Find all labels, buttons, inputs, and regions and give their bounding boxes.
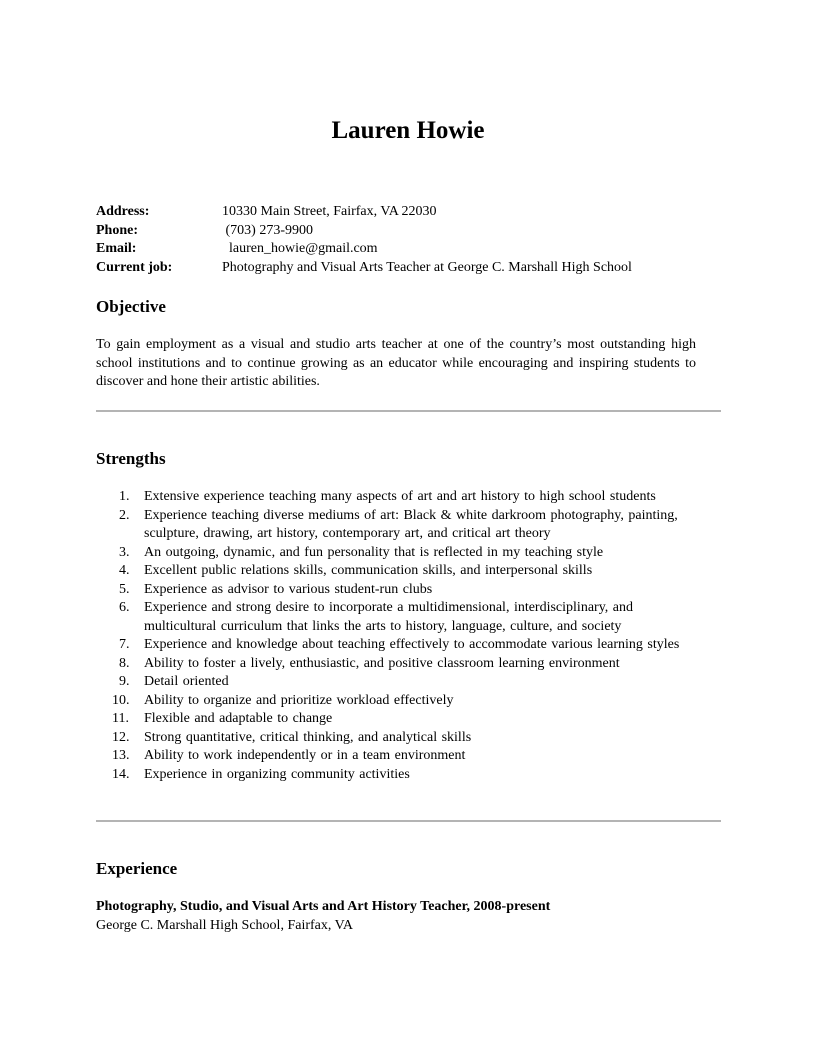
email-value: lauren_howie@gmail.com bbox=[222, 241, 378, 256]
list-item-number: 5. bbox=[119, 581, 130, 597]
current-job-value: Photography and Visual Arts Teacher at George C. Marshall High School bbox=[222, 259, 632, 275]
job-title: Photography, Studio, and Visual Arts and Art History Teacher, 2008-present bbox=[96, 899, 551, 914]
list-item-text: Flexible and adaptable to change bbox=[144, 711, 333, 726]
email-label: Email: bbox=[96, 241, 137, 256]
list-item bbox=[96, 655, 706, 674]
resume-name: Lauren Howie bbox=[331, 117, 485, 144]
list-item-text: Detail oriented bbox=[144, 674, 229, 689]
list-item-number: 11. bbox=[112, 711, 129, 726]
list-item-text: Ability to foster a lively, enthusiastic, and positive classroom learning environment bbox=[144, 655, 620, 671]
contact-row-phone bbox=[96, 222, 736, 241]
list-item-number: 6. bbox=[119, 600, 130, 615]
current-job-label: Current job: bbox=[96, 259, 173, 275]
section-divider bbox=[96, 820, 721, 822]
list-item-number: 4. bbox=[119, 563, 130, 578]
list-item-number: 1. bbox=[119, 489, 130, 504]
list-item-number: 14. bbox=[112, 766, 130, 782]
list-item-number: 10. bbox=[112, 692, 130, 708]
list-item-text: Ability to organize and prioritize workload effectively bbox=[144, 692, 454, 708]
list-item-text: Experience teaching diverse mediums of art: Black & white darkroom photography, painting, sculpture, drawing, art history, contemporary art, and critical art theory bbox=[144, 507, 678, 541]
list-item bbox=[96, 692, 706, 711]
list-item-text: Strong quantitative, critical thinking, and analytical skills bbox=[144, 729, 472, 745]
address-label: Address: bbox=[96, 204, 150, 219]
address-value: 10330 Main Street, Fairfax, VA 22030 bbox=[222, 204, 437, 219]
list-item-number: 2. bbox=[119, 507, 130, 523]
list-item-text: An outgoing, dynamic, and fun personality that is reflected in my teaching style bbox=[144, 544, 604, 560]
list-item bbox=[96, 544, 706, 563]
list-item bbox=[96, 581, 706, 600]
list-item bbox=[96, 562, 706, 581]
phone-label: Phone: bbox=[96, 222, 138, 238]
job-place: George C. Marshall High School, Fairfax, VA bbox=[96, 918, 354, 933]
list-item bbox=[96, 636, 706, 655]
list-item-text: Ability to work independently or in a team environment bbox=[144, 748, 466, 763]
list-item-text: Excellent public relations skills, communication skills, and interpersonal skills bbox=[144, 563, 593, 578]
list-item-number: 12. bbox=[112, 729, 130, 745]
section-divider bbox=[96, 410, 721, 412]
contact-row-email bbox=[96, 240, 736, 259]
contact-block bbox=[96, 203, 736, 277]
list-item bbox=[96, 599, 706, 636]
list-item-number: 3. bbox=[119, 544, 130, 560]
list-item-number: 8. bbox=[119, 655, 130, 671]
list-item bbox=[96, 488, 706, 507]
list-item bbox=[96, 507, 706, 544]
strengths-list bbox=[96, 488, 706, 784]
strengths-heading: Strengths bbox=[96, 449, 166, 468]
phone-value: (703) 273-9900 bbox=[222, 222, 313, 238]
list-item-text: Extensive experience teaching many aspects of art and art history to high school students bbox=[144, 489, 656, 504]
list-item bbox=[96, 766, 706, 785]
list-item-text: Experience and strong desire to incorporate a multidimensional, interdisciplinary, and multicultural curriculum that links the arts to history, language, culture, and society bbox=[144, 600, 633, 634]
list-item-number: 13. bbox=[112, 748, 130, 763]
list-item-text: Experience as advisor to various student-run clubs bbox=[144, 581, 433, 597]
objective-text: To gain employment as a visual and studio arts teacher at one of the country’s most outstanding high school institutions and to continue growing as an educator while encouraging and inspiring students to discover and hone their artistic abilities. bbox=[96, 337, 696, 389]
list-item bbox=[96, 673, 706, 692]
objective-heading: Objective bbox=[96, 297, 166, 316]
list-item bbox=[96, 747, 706, 766]
experience-heading: Experience bbox=[96, 859, 178, 878]
contact-row-address bbox=[96, 203, 736, 222]
list-item bbox=[96, 710, 706, 729]
list-item bbox=[96, 729, 706, 748]
list-item-number: 7. bbox=[119, 637, 130, 652]
contact-row-current-job bbox=[96, 259, 736, 278]
list-item-text: Experience in organizing community activities bbox=[144, 766, 410, 782]
list-item-text: Experience and knowledge about teaching effectively to accommodate various learning styles bbox=[144, 637, 680, 652]
list-item-number: 9. bbox=[119, 674, 130, 689]
